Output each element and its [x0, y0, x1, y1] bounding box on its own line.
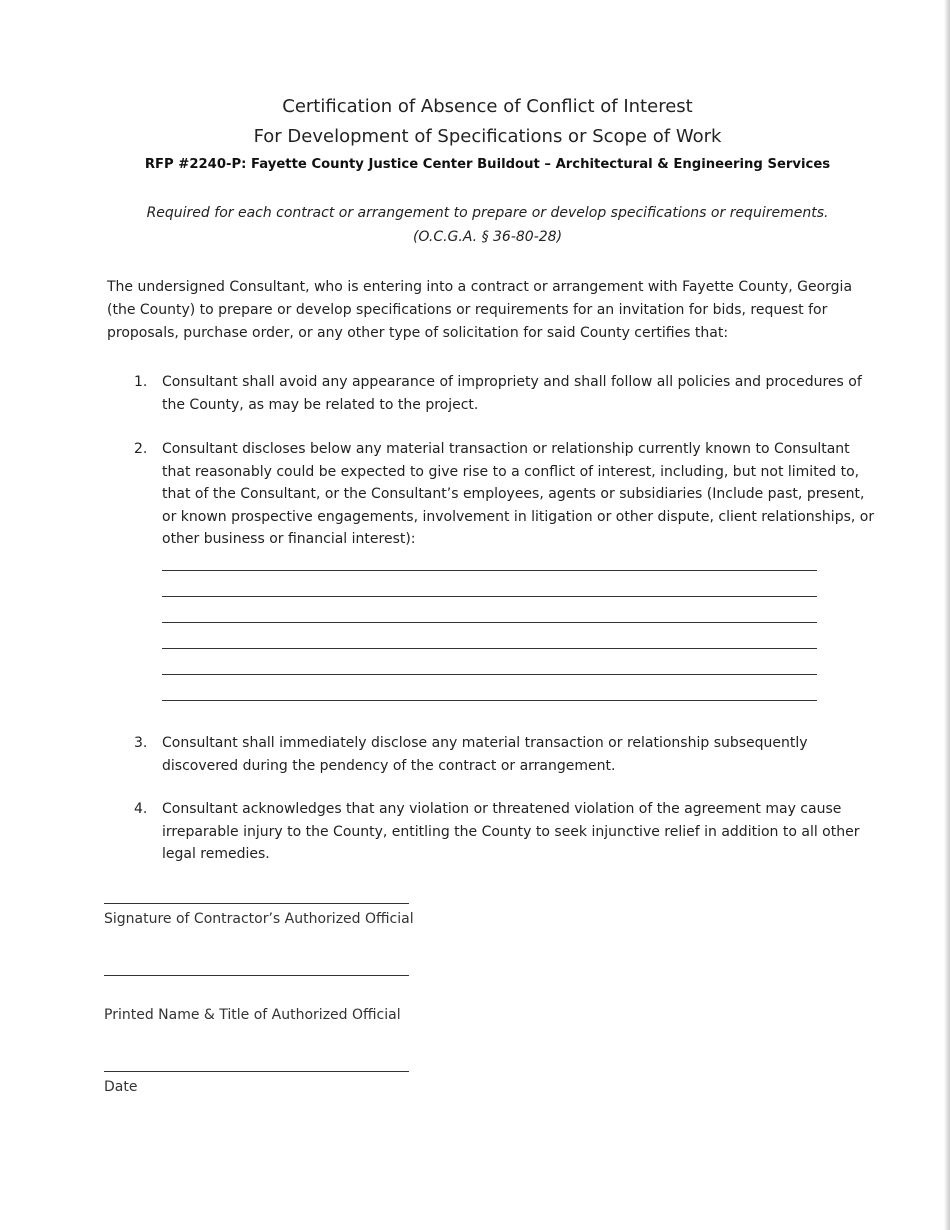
statute-citation: (O.C.G.A. § 36-80-28)	[412, 229, 563, 245]
signature-label: Signature of Contractor’s Authorized Official	[104, 911, 414, 927]
item-number: 3.	[134, 735, 148, 751]
page-edge-shadow	[944, 0, 950, 1230]
signature-line[interactable]	[104, 903, 409, 904]
item-number: 1.	[134, 374, 148, 390]
disclosure-line-3[interactable]	[162, 622, 817, 623]
list-item	[134, 732, 874, 777]
printed-name-line[interactable]	[104, 975, 409, 976]
disclosure-line-5[interactable]	[162, 674, 817, 675]
list-item	[134, 798, 874, 866]
disclosure-line-6[interactable]	[162, 700, 817, 701]
document-title: Certification of Absence of Conflict of Interest	[282, 96, 693, 117]
document-subtitle: For Development of Specifications or Scope of Work	[253, 126, 722, 147]
item-number: 4.	[134, 801, 148, 817]
item-number: 2.	[134, 441, 148, 457]
item-text: Consultant shall immediately disclose any material transaction or relationship subsequently discovered during the pendency of the contract or arrangement.	[162, 735, 808, 774]
disclosure-line-4[interactable]	[162, 648, 817, 649]
item-text: Consultant acknowledges that any violation or threatened violation of the agreement may cause irreparable injury to the County, entitling the County to seek injunctive relief in addition to all other legal remedies.	[162, 801, 860, 862]
printed-name-label: Printed Name & Title of Authorized Official	[104, 1007, 401, 1023]
list-item	[134, 438, 879, 551]
disclosure-line-1[interactable]	[162, 570, 817, 571]
disclosure-line-2[interactable]	[162, 596, 817, 597]
date-line[interactable]	[104, 1071, 409, 1072]
date-label: Date	[104, 1079, 138, 1095]
item-text: Consultant shall avoid any appearance of impropriety and shall follow all policies and procedures of the County, as may be related to the project.	[162, 374, 862, 413]
list-item	[134, 371, 874, 416]
rfp-line: RFP #2240-P: Fayette County Justice Center Buildout – Architectural & Engineering Services	[144, 157, 831, 172]
intro-paragraph: The undersigned Consultant, who is entering into a contract or arrangement with Fayette County, Georgia (the County) to prepare or develop specifications or requirements for an invitation for bids, request for proposals, purchase order, or any other type of solicitation for said County certifies that:	[107, 279, 853, 341]
requirement-note: Required for each contract or arrangement to prepare or develop specifications or requirements.	[146, 205, 829, 221]
item-text: Consultant discloses below any material transaction or relationship currently known to Consultant that reasonably could be expected to give rise to a conflict of interest, including, but not limited to, that of the Consultant, or the Consultant’s employees, agents or subsidiaries (Include past, present, or known prospective engagements, involvement in litigation or other dispute, client relationships, or other business or financial interest):	[162, 441, 875, 547]
